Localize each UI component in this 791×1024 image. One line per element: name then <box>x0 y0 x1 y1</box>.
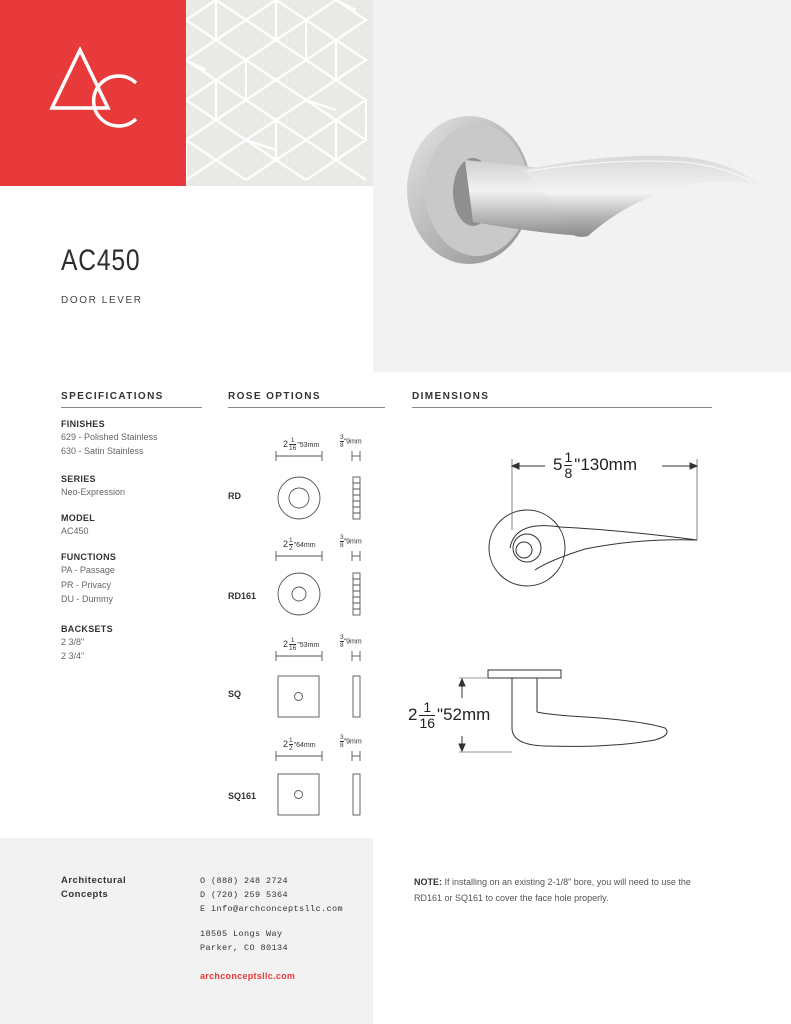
note-text: If installing on an existing 2-1/8" bore, you will need to use the RD161 or SQ161 to cover the face hole properly. <box>414 877 691 903</box>
backsets-label: BACKSETS <box>61 624 113 634</box>
rose-sq-thickness-label: $\frac{3}{8}$ "9mm <box>340 634 362 649</box>
rose-sq161-diameter-mm: 64mm <box>296 741 316 749</box>
model-label: MODEL <box>61 513 95 523</box>
rose-rd-diameter-whole: 2 <box>283 438 289 449</box>
series-value: Neo-Expression <box>61 487 126 497</box>
function-value-privacy: PR - Privacy <box>61 580 112 590</box>
company-name <box>61 874 126 902</box>
contact-email[interactable]: E info@archconceptsllc.com <box>200 904 344 914</box>
lever-length-whole: 5 <box>553 454 563 474</box>
lever-length-dimension: 5 $\frac{1}{8}$ "130mm <box>553 449 637 481</box>
rose-rd161-diameter-den: 2 <box>289 545 293 552</box>
rose-sq-diameter-label: 2 $\frac{1}{16}$ "53mm <box>283 637 320 652</box>
rose-rd-diameter-mm: 53mm <box>299 441 320 449</box>
logo-triangle-a <box>52 50 108 108</box>
rose-rd-diameter-label: 2 $\frac{1}{16}$ "53mm <box>283 437 320 452</box>
functions-label: FUNCTIONS <box>61 552 117 562</box>
specifications-heading: SPECIFICATIONS <box>61 391 202 408</box>
installation-note <box>414 874 714 906</box>
geometric-pattern <box>186 0 373 186</box>
rose-sq161-thickness-den: 8 <box>340 742 344 749</box>
rose-rd-thickness-num: 3 <box>340 434 344 441</box>
model-value: AC450 <box>61 526 89 536</box>
contact-footer-panel <box>0 838 373 1024</box>
rose-rd161-thickness-label: $\frac{3}{8}$ "9mm <box>340 534 362 549</box>
rose-rd161-thickness-mm: 9mm <box>346 538 362 546</box>
rose-sq-drawing <box>276 651 360 717</box>
rose-code-rd: RD <box>228 491 241 501</box>
rose-sq-thickness-num: 3 <box>340 634 344 641</box>
backset-value-1: 2 3/8" <box>61 637 85 647</box>
product-type-subtitle: DOOR LEVER <box>61 295 143 306</box>
address-street: 18505 Longs Way <box>200 929 283 939</box>
rose-sq161-thickness-label: $\frac{3}{8}$ "9mm <box>340 734 362 749</box>
rose-sq161-thickness-mm: 9mm <box>346 738 362 746</box>
direct-phone[interactable]: D (720) 259 5364 <box>200 890 289 900</box>
rose-rd161-thickness-den: 8 <box>340 542 344 549</box>
rose-code-sq: SQ <box>228 689 242 699</box>
contact-phones <box>200 874 343 916</box>
lever-projection-num: 1 <box>419 700 435 716</box>
rose-sq161-diameter-num: 1 <box>289 737 293 744</box>
rose-sq-diameter-num: 1 <box>290 637 295 644</box>
rose-sq161-thickness-num: 3 <box>340 734 344 741</box>
rose-sq-diameter-whole: 2 <box>283 638 289 649</box>
company-name-line-1: Architectural <box>61 875 127 886</box>
lever-length-num: 1 <box>564 449 573 465</box>
rose-sq-diameter-den: 16 <box>289 645 297 652</box>
finish-value-630: 630 - Satin Stainless <box>61 446 144 456</box>
rose-rd161-drawing <box>276 551 360 615</box>
lever-projection-whole: 2 <box>408 704 418 724</box>
dimensions-heading: DIMENSIONS <box>412 391 712 408</box>
rose-sq161-diameter-label: 2 $\frac{1}{2}$ "64mm <box>283 737 316 752</box>
brand-logo-panel <box>0 0 186 186</box>
series-label: SERIES <box>61 474 96 484</box>
office-phone[interactable]: O (888) 248 2724 <box>200 876 289 886</box>
function-value-passage: PA - Passage <box>61 565 115 575</box>
product-model-title: AC450 <box>61 244 141 277</box>
rose-rd161-diameter-num: 1 <box>289 537 293 544</box>
lever-projection-den: 16 <box>419 715 436 731</box>
rose-rd-diameter-num: 1 <box>290 437 295 444</box>
rose-code-sq161: SQ161 <box>228 791 257 801</box>
rose-sq-thickness-den: 8 <box>340 642 344 649</box>
product-photo-panel <box>373 0 791 372</box>
website-link[interactable]: archconceptsllc.com <box>200 971 296 981</box>
lever-length-den: 8 <box>564 465 573 481</box>
rose-sq161-drawing <box>276 751 360 815</box>
rose-rd-thickness-den: 8 <box>340 442 344 449</box>
lever-length-mm: 130mm <box>580 454 637 474</box>
rose-rd161-diameter-label: 2 $\frac{1}{2}$ "64mm <box>283 537 316 552</box>
rose-rd-diameter-den: 16 <box>289 445 297 452</box>
logo-arc-c <box>94 76 136 126</box>
function-value-dummy: DU - Dummy <box>61 594 113 604</box>
rose-rd161-thickness-num: 3 <box>340 534 344 541</box>
rose-rd161-diameter-mm: 64mm <box>296 541 316 549</box>
company-address <box>200 927 288 955</box>
backset-value-2: 2 3/4" <box>61 651 85 661</box>
rose-rd161-diameter-whole: 2 <box>283 538 289 549</box>
lever-projection-mm: 52mm <box>443 704 491 724</box>
finishes-label: FINISHES <box>61 419 105 429</box>
rose-sq-thickness-mm: 9mm <box>346 638 362 646</box>
rose-rd-drawing <box>276 451 360 519</box>
rose-rd-thickness-label: $\frac{3}{8}$ "9mm <box>340 434 362 449</box>
door-lever-photo <box>373 0 791 372</box>
rose-sq-diameter-mm: 53mm <box>299 641 320 649</box>
lever-projection-dimension: 2 $\frac{1}{16}$ "52mm <box>408 699 491 731</box>
finish-value-629: 629 - Polished Stainless <box>61 432 158 442</box>
rose-sq161-diameter-den: 2 <box>289 745 293 752</box>
company-name-line-2: Concepts <box>61 889 109 900</box>
address-city: Parker, CO 80134 <box>200 943 289 953</box>
rose-code-rd161: RD161 <box>228 591 257 601</box>
rose-sq161-diameter-whole: 2 <box>283 738 289 749</box>
rose-options-heading: ROSE OPTIONS <box>228 391 385 408</box>
ac-logo <box>0 0 186 186</box>
rose-rd-thickness-mm: 9mm <box>346 438 362 446</box>
note-label: NOTE: <box>414 877 442 887</box>
decorative-pattern <box>186 0 373 186</box>
